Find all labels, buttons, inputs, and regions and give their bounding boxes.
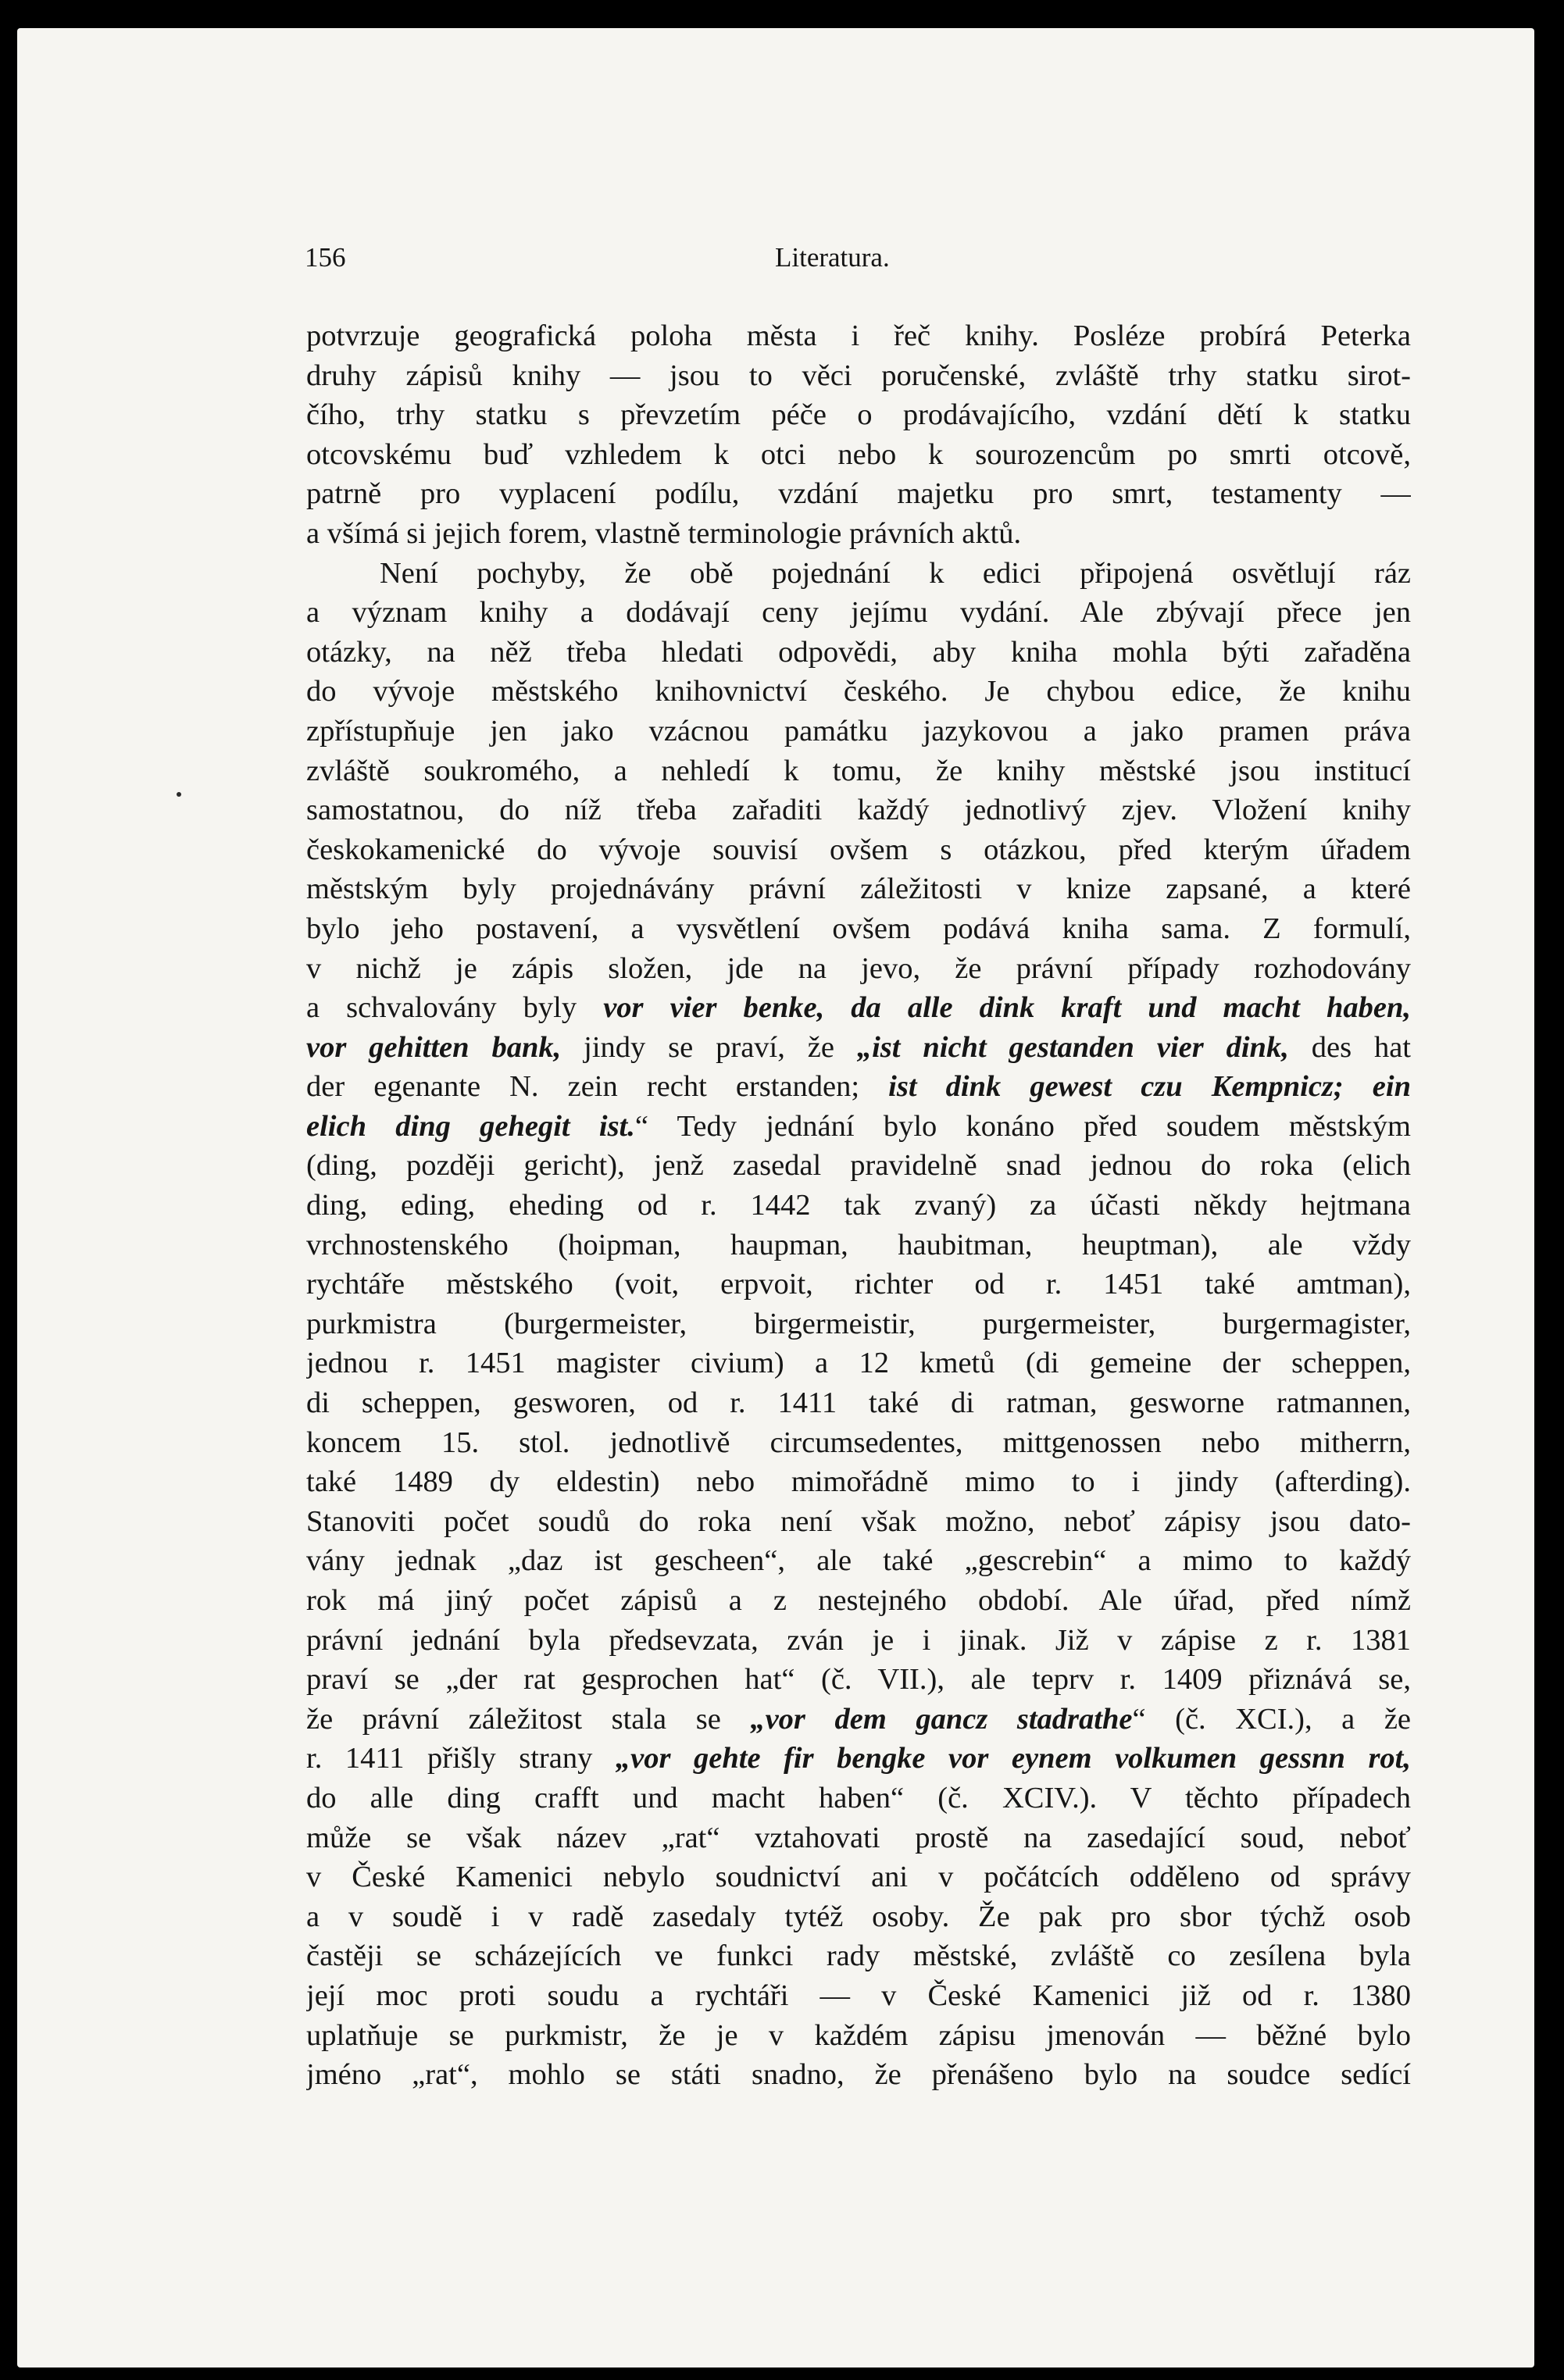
line-segment: praví se „der rat gesprochen hat“ (č. VII.), ale teprv r. 1409 přiznává se, <box>306 1663 1411 1697</box>
line-segment: její moc proti soudu a rychtáři — v České Kamenici již od r. 1380 <box>306 1979 1411 2012</box>
body-text <box>306 316 1411 2095</box>
text-line <box>306 751 1411 791</box>
text-line <box>306 435 1411 475</box>
text-line <box>306 949 1411 989</box>
line-segment: des hat <box>1288 1030 1411 1064</box>
line-segment: “ Tedy jednání bylo konáno před soudem městským <box>634 1109 1411 1143</box>
page-number: 156 <box>305 242 346 273</box>
italic-quote: vor vier benke, da alle dink kraft und macht haben, <box>603 991 1411 1025</box>
text-line <box>306 1779 1411 1818</box>
text-line <box>306 2016 1411 2056</box>
italic-quote: „ist nicht gestanden vier dink, <box>856 1030 1289 1064</box>
text-line <box>306 830 1411 870</box>
text-line <box>306 672 1411 712</box>
italic-quote: vor gehitten bank, <box>306 1030 562 1064</box>
line-segment: a význam knihy a dodávají ceny jejímu vydání. Ale zbývají přece jen <box>306 596 1411 630</box>
text-line <box>306 1067 1411 1107</box>
line-segment: právní jednání byla předsevzata, zván je i jinak. Již v zápise z r. 1381 <box>306 1623 1411 1657</box>
text-line <box>306 1028 1411 1068</box>
line-segment: Není pochyby, že obě pojednání k edici připojená osvětlují ráz <box>380 556 1411 590</box>
text-line <box>306 1897 1411 1937</box>
line-segment: vrchnostenského (hoipman, haupman, haubitman, heuptman), ale vždy <box>306 1228 1411 1261</box>
line-segment: (ding, později gericht), jenž zasedal pravidelně snad jednou do roka (elich <box>306 1149 1411 1183</box>
margin-mark <box>177 792 181 797</box>
text-line <box>306 1936 1411 1976</box>
text-line <box>306 474 1411 514</box>
line-segment: v nichž je zápis složen, jde na jevo, že právní případy rozhodovány <box>306 951 1411 985</box>
line-segment: do vývoje městského knihovnictví českého. Je chybou edice, že knihu <box>306 675 1411 708</box>
text-line <box>306 1857 1411 1897</box>
line-segment: zpřístupňuje jen jako vzácnou památku jazykovou a jako pramen práva <box>306 714 1411 748</box>
text-line <box>306 1541 1411 1581</box>
line-segment: českokamenické do vývoje souvisí ovšem s otázkou, před kterým úřadem <box>306 833 1411 866</box>
italic-quote: ist dink gewest czu Kempnicz; ein <box>888 1070 1411 1104</box>
text-line <box>306 1265 1411 1304</box>
line-segment: purkmistra (burgermeister, birgermeistir, purgermeister, burgermagister, <box>306 1307 1411 1340</box>
text-line <box>306 1621 1411 1661</box>
text-line <box>306 1423 1411 1463</box>
text-line <box>306 514 1411 554</box>
line-segment: bylo jeho postavení, a vysvětlení ovšem podává kniha sama. Z formulí, <box>306 912 1411 945</box>
line-segment: ding, eding, eheding od r. 1442 tak zvaný) za účasti někdy hejtmana <box>306 1189 1411 1222</box>
text-line <box>306 1383 1411 1423</box>
line-segment: uplatňuje se purkmistr, že je v každém zápisu jmenován — běžné bylo <box>306 2018 1411 2052</box>
text-line <box>306 1660 1411 1700</box>
line-segment: otázky, na něž třeba hledati odpovědi, aby kniha mohla býti zařaděna <box>306 635 1411 669</box>
line-segment: koncem 15. stol. jednotlivě circumsedentes, mittgenossen nebo mitherrn, <box>306 1426 1411 1459</box>
line-segment: “ (č. XCI.), a že <box>1132 1702 1411 1736</box>
text-line <box>306 356 1411 396</box>
line-segment: druhy zápisů knihy — jsou to věci poručenské, zvláště trhy statku sirot- <box>306 359 1411 392</box>
text-line <box>306 316 1411 356</box>
text-line <box>306 1186 1411 1226</box>
line-segment: může se však název „rat“ vztahovati prostě na zasedající soud, neboť <box>306 1821 1411 1854</box>
text-line <box>306 1462 1411 1502</box>
line-segment: že právní záležitost stala se <box>306 1702 751 1736</box>
italic-quote: „vor gehte fir bengke vor eynem volkumen gessnn rot, <box>615 1742 1411 1775</box>
text-line <box>306 869 1411 909</box>
line-segment: jednou r. 1451 magister civium) a 12 kmetů (di gemeine der scheppen, <box>306 1347 1411 1380</box>
line-segment: častěji se scházejících ve funkci rady městské, zvláště co zesílena byla <box>306 1939 1411 1973</box>
text-line <box>306 790 1411 830</box>
text-line <box>306 1226 1411 1265</box>
text-line <box>306 554 1411 594</box>
italic-quote: elich ding gehegit ist. <box>306 1109 635 1143</box>
line-segment: v České Kamenici nebylo soudnictví ani v počátcích odděleno od správy <box>306 1861 1411 1894</box>
line-segment: vány jednak „daz ist gescheen“, ale také „gescrebin“ a mimo to každý <box>306 1544 1411 1578</box>
line-segment: čího, trhy statku s převzetím péče o prodávajícího, vzdání dětí k statku <box>306 398 1411 432</box>
text-line <box>306 1107 1411 1147</box>
text-line <box>306 988 1411 1028</box>
line-segment: zvláště soukromého, a nehledí k tomu, že knihy městské jsou institucí <box>306 754 1411 787</box>
line-segment: di scheppen, gesworen, od r. 1411 také di ratman, gesworne ratmannen, <box>306 1386 1411 1420</box>
text-line <box>306 1502 1411 1542</box>
text-line <box>306 1739 1411 1779</box>
line-segment: také 1489 dy eldestin) nebo mimořádně mimo to i jindy (afterding). <box>306 1465 1411 1499</box>
line-segment: rychtáře městského (voit, erpvoit, richter od r. 1451 také amtman), <box>306 1268 1411 1301</box>
line-segment: rok má jiný počet zápisů a z nestejného období. Ale úřad, před nímž <box>306 1584 1411 1617</box>
line-segment: Stanoviti počet soudů do roka není však možno, neboť zápisy jsou dato- <box>306 1504 1411 1538</box>
text-line <box>306 1304 1411 1344</box>
italic-quote: „vor dem gancz stadrathe <box>750 1702 1133 1736</box>
line-segment: samostatnou, do níž třeba zařaditi každý jednotlivý zjev. Vložení knihy <box>306 794 1411 827</box>
text-line <box>306 712 1411 751</box>
running-head <box>305 242 1434 289</box>
line-segment: der egenante N. zein recht erstanden; <box>306 1070 889 1104</box>
text-line <box>306 1343 1411 1383</box>
line-segment: jindy se praví, že <box>561 1030 857 1064</box>
text-line <box>306 1581 1411 1621</box>
text-line <box>306 1146 1411 1186</box>
text-line <box>306 2055 1411 2095</box>
line-segment: do alle ding crafft und macht haben“ (č. XCIV.). V těchto případech <box>306 1781 1411 1814</box>
text-line <box>306 1976 1411 2016</box>
line-segment: a v soudě i v radě zasedaly tytéž osoby. Že pak pro sbor týchž osob <box>306 1900 1411 1933</box>
line-segment: otcovskému buď vzhledem k otci nebo k sourozencům po smrti otcově, <box>306 437 1411 471</box>
line-segment: a schvalovány byly <box>306 991 604 1025</box>
line-segment: a všímá si jejich forem, vlastně terminologie právních aktů. <box>306 516 1022 550</box>
text-line <box>306 395 1411 435</box>
running-title: Literatura. <box>775 242 890 273</box>
text-line <box>306 1700 1411 1740</box>
line-segment: patrně pro vyplacení podílu, vzdání majetku pro smrt, testamenty — <box>306 477 1411 511</box>
line-segment: jméno „rat“, mohlo se státi snadno, že přenášeno bylo na soudce sedící <box>306 2058 1411 2092</box>
text-line <box>306 593 1411 633</box>
line-segment: městským byly projednávány právní záležitosti v knize zapsané, a které <box>306 872 1411 906</box>
line-segment: potvrzuje geografická poloha města i řeč knihy. Posléze probírá Peterka <box>306 319 1411 352</box>
text-line <box>306 1818 1411 1858</box>
text-line <box>306 633 1411 673</box>
line-segment: r. 1411 přišly strany <box>306 1742 616 1775</box>
text-line <box>306 909 1411 949</box>
